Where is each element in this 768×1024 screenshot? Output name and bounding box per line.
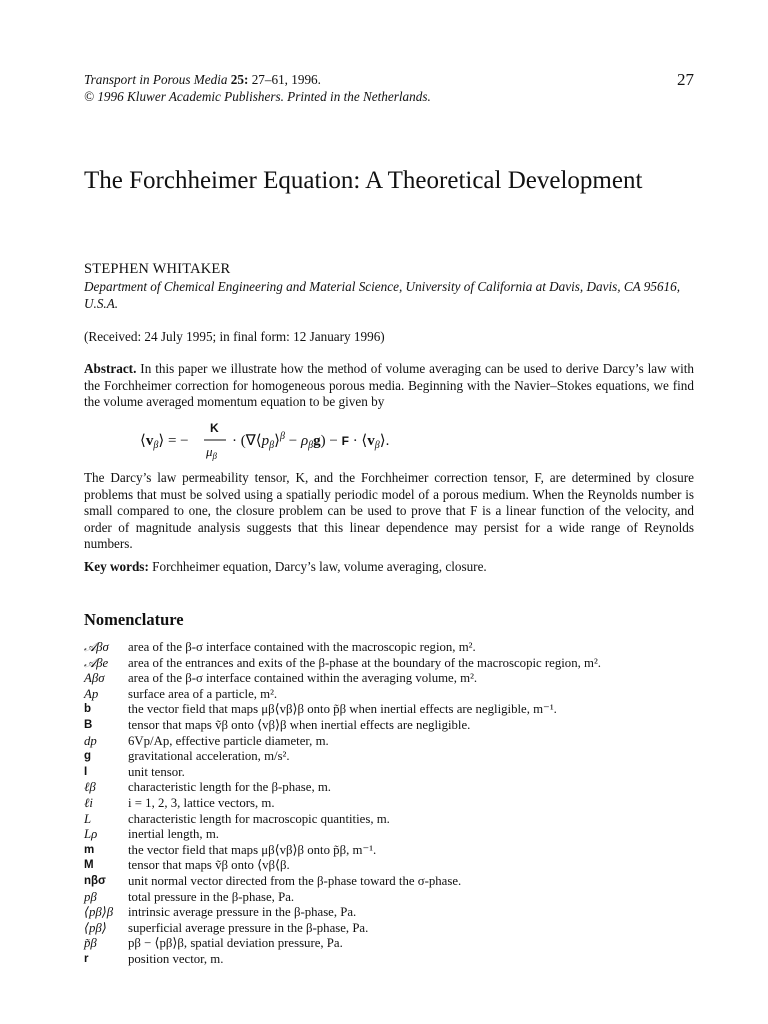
- keywords-label: Key words:: [84, 559, 149, 574]
- nomenclature-definition: surface area of a particle, m².: [128, 686, 278, 701]
- paper-title: The Forchheimer Equation: A Theoretical Development: [84, 167, 643, 194]
- nomenclature-definition: inertial length, m.: [128, 827, 219, 842]
- nomenclature-symbol: Lρ: [84, 827, 98, 842]
- nomenclature-symbol: p̃β: [84, 936, 97, 951]
- nomenclature-entry: [84, 765, 704, 781]
- keywords-text: Forchheimer equation, Darcy’s law, volume averaging, closure.: [152, 559, 487, 574]
- nomenclature-symbol: I: [84, 765, 88, 778]
- journal-pages: 27–61, 1996.: [251, 72, 321, 87]
- nomenclature-symbol: m: [84, 843, 95, 856]
- nomenclature-symbol: dp: [84, 733, 97, 748]
- journal-volume: 25:: [230, 72, 249, 87]
- nomenclature-symbol: nβσ: [84, 874, 106, 887]
- svg-text:K: K: [210, 421, 219, 435]
- nomenclature-definition: unit normal vector directed from the β-phase toward the σ-phase.: [128, 873, 462, 888]
- copyright-line: © 1996 Kluwer Academic Publishers. Printed in the Netherlands.: [84, 89, 431, 104]
- nomenclature-entry: [84, 796, 704, 812]
- nomenclature-definition: characteristic length for the β-phase, m.: [128, 780, 332, 795]
- journal-header: [84, 71, 696, 105]
- nomenclature-definition: total pressure in the β-phase, Pa.: [128, 889, 295, 904]
- nomenclature-symbol: ℓi: [84, 795, 93, 810]
- nomenclature-symbol: r: [84, 952, 89, 965]
- nomenclature-definition: superficial average pressure in the β-phase, Pa.: [128, 920, 369, 935]
- nomenclature-definition: gravitational acceleration, m/s².: [128, 749, 290, 764]
- nomenclature-entry: [84, 936, 704, 952]
- nomenclature-symbol: L: [84, 811, 92, 826]
- keywords: [84, 559, 487, 575]
- nomenclature-entry: [84, 780, 704, 796]
- abstract-label: Abstract.: [84, 361, 137, 376]
- nomenclature-symbol: b: [84, 703, 92, 716]
- journal-citation: [84, 71, 696, 88]
- abstract-paragraph-2: The Darcy’s law permeability tensor, K, and the Forchheimer correction tensor, F, are determined by closure problems that must be solved using a spatially periodic model of a porous medium. When the Reynolds number is small compared to one, the closure problem can be used to prove that F is a linear function of the velocity, and order of magnitude analysis suggests that this linear dependence may persist for a wide range of Reynolds numbers.: [84, 470, 694, 551]
- nomenclature-symbol: ⟨pβ⟩β: [84, 905, 114, 920]
- nomenclature-entry: [84, 905, 704, 921]
- nomenclature-symbol: B: [84, 718, 93, 731]
- journal-name: Transport in Porous Media: [84, 72, 228, 87]
- nomenclature-entry: [84, 843, 704, 859]
- nomenclature-symbol: Ap: [84, 686, 99, 701]
- nomenclature-entry: [84, 702, 704, 718]
- nomenclature-definition: tensor that maps ṽβ onto ⟨vβ⟨β.: [128, 858, 290, 873]
- nomenclature-symbol: ℓβ: [84, 780, 96, 795]
- nomenclature-definition: pβ − ⟨pβ⟩β, spatial deviation pressure, Pa.: [128, 936, 343, 951]
- nomenclature-symbol: 𝒜βe: [84, 655, 109, 670]
- nomenclature-definition: tensor that maps ṽβ onto ⟨vβ⟩β when inertial effects are negligible.: [128, 717, 471, 732]
- svg-text:μβ: $\mu_\beta$: [206, 444, 218, 461]
- equation-render: [140, 418, 420, 462]
- nomenclature-entry: [84, 827, 704, 843]
- nomenclature-definition: intrinsic average pressure in the β-phase, Pa.: [128, 905, 357, 920]
- author-name: STEPHEN WHITAKER: [84, 261, 231, 277]
- nomenclature-entry: [84, 812, 704, 828]
- nomenclature-definition: area of the β-σ interface contained with the macroscopic region, m².: [128, 640, 476, 654]
- nomenclature-definition: characteristic length for macroscopic quantities, m.: [128, 811, 390, 826]
- nomenclature-symbol: g: [84, 750, 92, 763]
- nomenclature-entry: [84, 640, 704, 656]
- nomenclature-symbol: ⟨pβ⟩: [84, 920, 107, 935]
- abstract-paragraph-1: [84, 361, 694, 411]
- nomenclature-definition: area of the entrances and exits of the β-phase at the boundary of the macroscopic region, m².: [128, 655, 601, 670]
- abstract-text-1: In this paper we illustrate how the method of volume averaging can be used to derive Darcy’s law with the Forchheimer correction for homogeneous porous media. Beginning with the Navier–Stokes equations, we find the volume averaged momentum equation to be given by: [84, 361, 695, 409]
- received-dates: (Received: 24 July 1995; in final form: 12 January 1996): [84, 329, 385, 344]
- nomenclature-entry: [84, 671, 704, 687]
- svg-text:· (∇⟨pβ⟩β − ρβg) − F · ⟨vβ⟩.: · $(\nabla⟨p_\beta⟩^\beta - \rho_\beta g) - F$ · $⟨v_\beta⟩$.: [232, 431, 390, 451]
- nomenclature-definition: 6Vp/Ap, effective particle diameter, m.: [128, 733, 329, 748]
- nomenclature-entry: [84, 952, 704, 968]
- nomenclature-entry: [84, 874, 704, 890]
- nomenclature-definition: unit tensor.: [128, 764, 185, 779]
- nomenclature-entry: [84, 718, 704, 734]
- page-number: 27: [677, 70, 694, 89]
- nomenclature-definition: i = 1, 2, 3, lattice vectors, m.: [128, 795, 275, 810]
- nomenclature-entry: [84, 890, 704, 906]
- nomenclature-heading: Nomenclature: [84, 610, 184, 629]
- author-affiliation: Department of Chemical Engineering and Material Science, University of California at Davis, Davis, CA 95616, U.S.A.: [84, 279, 681, 311]
- nomenclature-definition: area of the β-σ interface contained within the averaging volume, m².: [128, 671, 478, 686]
- nomenclature-definition: the vector field that maps μβ⟨vβ⟩β onto p̃β when inertial effects are negligible, m⁻¹.: [128, 702, 557, 717]
- nomenclature-symbol: pβ: [84, 889, 97, 904]
- nomenclature-entry: [84, 734, 704, 750]
- nomenclature-symbol: Aβσ: [84, 671, 105, 686]
- nomenclature-list: [84, 640, 704, 967]
- svg-text:⟨vβ⟩ = −: $⟨v_\beta⟩$ = −: [140, 433, 189, 451]
- nomenclature-definition: the vector field that maps μβ⟨vβ⟩β onto p̃β, m⁻¹.: [128, 842, 377, 857]
- nomenclature-symbol: 𝒜βσ: [84, 640, 109, 654]
- nomenclature-entry: [84, 656, 704, 672]
- nomenclature-entry: [84, 921, 704, 937]
- nomenclature-symbol: M: [84, 859, 94, 872]
- nomenclature-entry: [84, 749, 704, 765]
- nomenclature-definition: position vector, m.: [128, 951, 224, 966]
- momentum-equation: [140, 418, 420, 462]
- nomenclature-entry: [84, 687, 704, 703]
- nomenclature-entry: [84, 858, 704, 874]
